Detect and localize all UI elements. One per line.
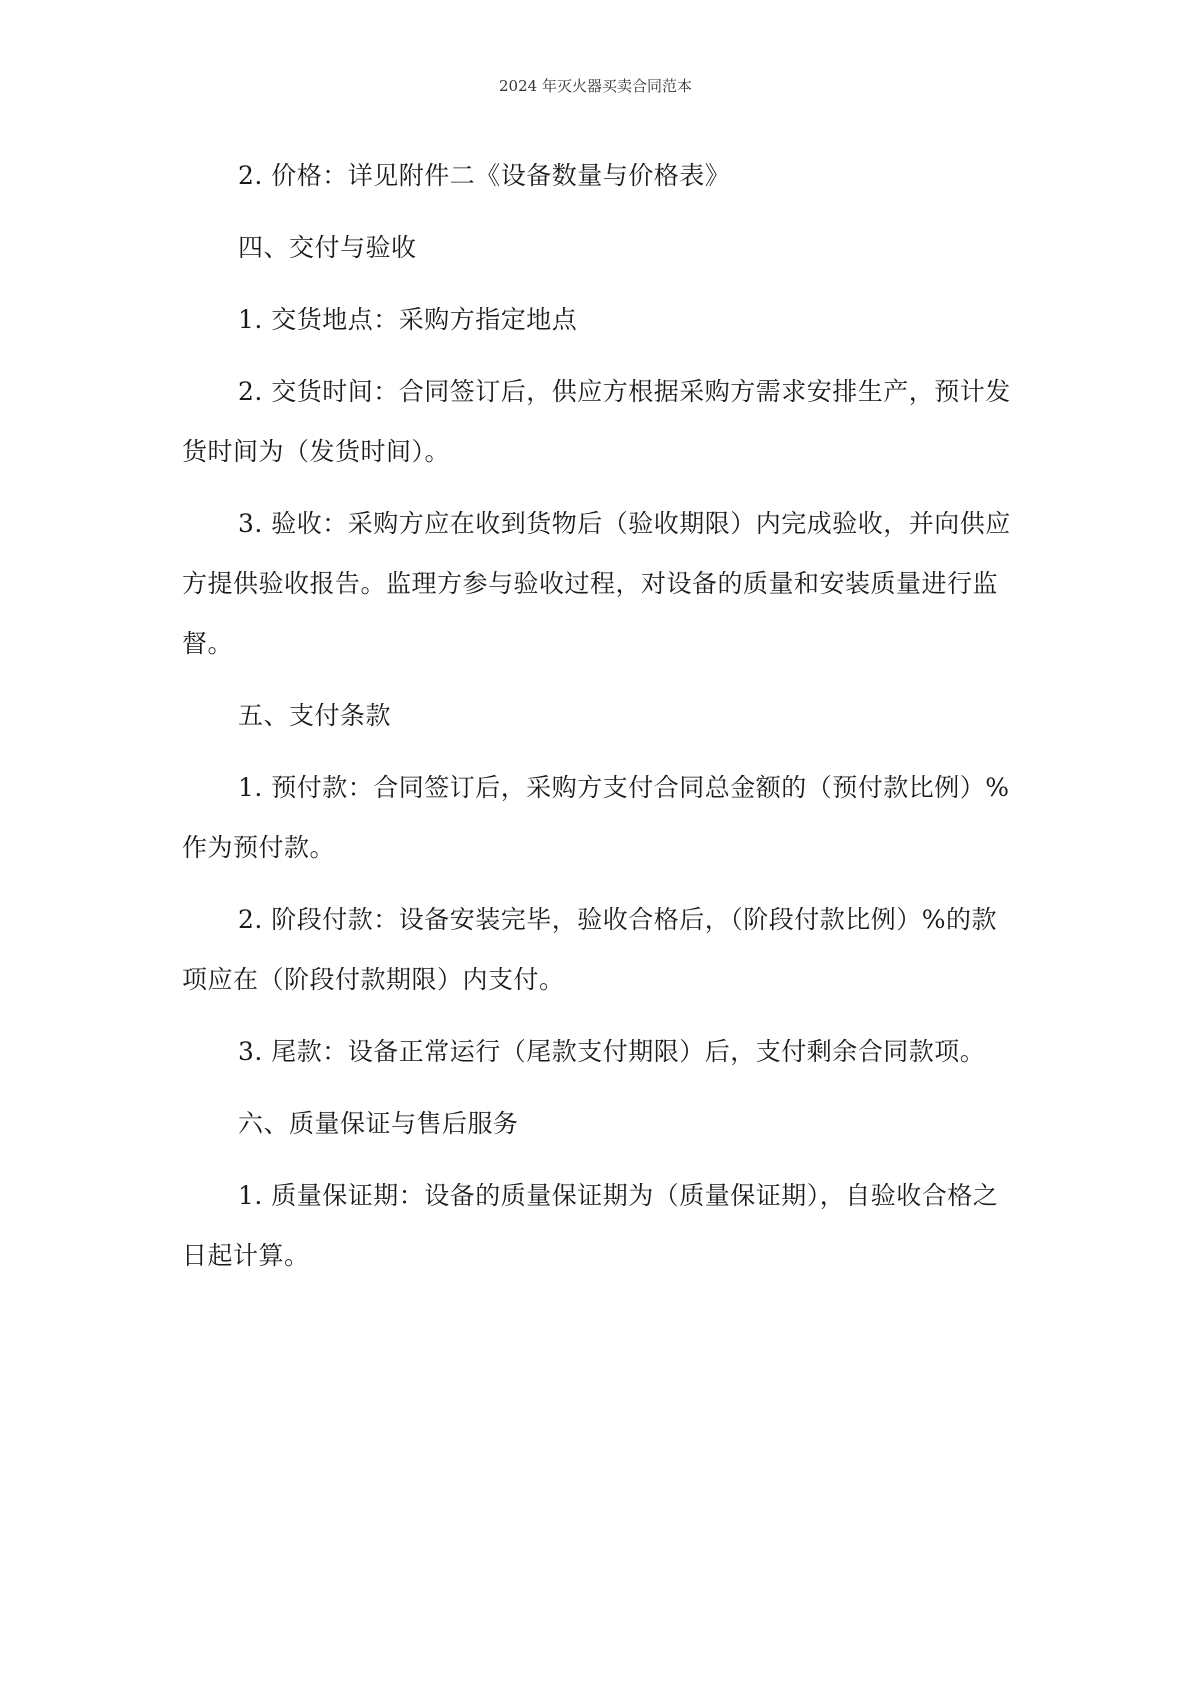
delivery-location-clause: 1. 交货地点：采购方指定地点 [238,305,578,334]
section-heading-warranty: 六、质量保证与售后服务 [238,1109,519,1138]
warranty-period-clause: 1. 质量保证期：设备的质量保证期为（质量保证期），自验收合格之日起计算。 [182,1181,999,1270]
section-heading-payment: 五、支付条款 [238,701,392,730]
section-heading-delivery: 四、交付与验收 [238,233,417,262]
final-payment-clause: 3. 尾款：设备正常运行（尾款支付期限）后，支付剩余合同款项。 [238,1037,986,1066]
delivery-time-clause: 2. 交货时间：合同签订后，供应方根据采购方需求安排生产，预计发货时间为（发货时间）。 [182,377,1011,466]
acceptance-clause: 3. 验收：采购方应在收到货物后（验收期限）内完成验收，并向供应方提供验收报告。监理方参与验收过程，对设备的质量和安装质量进行监督。 [182,509,1011,658]
page-header: 2024 年灭火器买卖合同范本 [499,77,692,95]
document-body [182,146,1012,1298]
stage-payment-clause: 2. 阶段付款：设备安装完毕，验收合格后，（阶段付款比例）%的款项应在（阶段付款期限）内支付。 [182,905,998,994]
price-clause: 2. 价格：详见附件二《设备数量与价格表》 [238,161,731,190]
advance-payment-clause: 1. 预付款：合同签订后，采购方支付合同总金额的（预付款比例）%作为预付款。 [182,773,1010,862]
